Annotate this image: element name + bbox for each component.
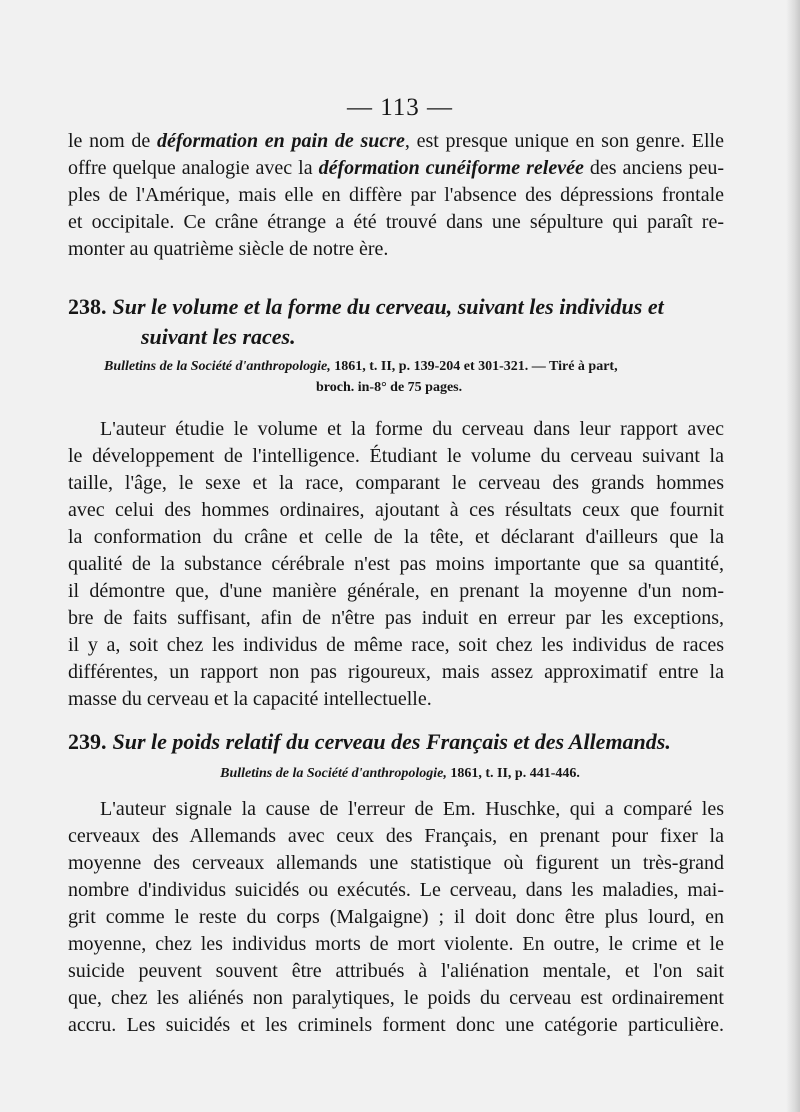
intro-paragraph — [68, 128, 724, 263]
text-line: masse du cerveau et la capacité intellectuelle. — [68, 688, 432, 710]
text-line: offre quelque analogie avec la déformation cunéiforme relevée des anciens peu- — [68, 157, 724, 179]
section-title-continued: suivant les races. — [141, 324, 296, 349]
text-line: avec celui des hommes ordinaires, ajoutant à ces résultats ceux que fournit — [68, 499, 724, 521]
text-line: L'auteur étudie le volume et la forme du cerveau dans leur rapport avec — [100, 418, 724, 440]
section-238-heading — [68, 292, 728, 352]
text-line: monter au quatrième siècle de notre ère. — [68, 238, 389, 260]
section-238-reference: Bulletins de la Société d'anthropologie, 1861, t. II, p. 139-204 et 301-321. — Tiré à part, — [104, 359, 618, 374]
text-line: ples de l'Amérique, mais elle en diffère par l'absence des dépressions frontale — [68, 184, 724, 206]
section-239-reference: Bulletins de la Société d'anthropologie, 1861, t. II, p. 441-446. — [220, 766, 580, 781]
text-line: le nom de déformation en pain de sucre, est presque unique en son genre. Elle — [68, 130, 724, 152]
text-line: bre de faits suffisant, afin de n'être pas induit en erreur par les exceptions, — [68, 607, 724, 629]
text-line: accru. Les suicidés et les criminels forment donc une catégorie particulière. — [68, 1014, 724, 1036]
page-number: — 113 — — [346, 94, 454, 121]
section-title: Sur le volume et la forme du cerveau, suivant les individus et — [112, 294, 664, 319]
text-line: différentes, un rapport non pas rigoureux, mais assez approximatif entre la — [68, 661, 724, 683]
text-line: que, chez les aliénés non paralytiques, le poids du cerveau est ordinairement — [68, 987, 724, 1009]
text-line: grit comme le reste du corps (Malgaigne) ; il doit donc être plus lourd, en — [68, 906, 724, 928]
page-edge-shadow — [786, 0, 800, 1112]
text-line: taille, l'âge, le sexe et la race, comparant le cerveau des grands hommes — [68, 472, 724, 494]
section-239-body — [68, 796, 724, 1039]
text-line: la conformation du crâne et celle de la tête, et déclarant d'ailleurs que la — [68, 526, 724, 548]
text-line: le développement de l'intelligence. Étudiant le volume du cerveau suivant la — [68, 445, 724, 467]
text-line: moyenne des cerveaux allemands une statistique où figurent un très-grand — [68, 852, 724, 874]
text-line: suicide peuvent souvent être attribués à l'aliénation mentale, et l'on sait — [68, 960, 724, 982]
section-number: 239. — [68, 729, 107, 754]
section-number: 238. — [68, 294, 107, 319]
text-line: cerveaux des Allemands avec ceux des Français, en prenant pour fixer la — [68, 825, 724, 847]
text-line: et occipitale. Ce crâne étrange a été trouvé dans une sépulture qui paraît re- — [68, 211, 724, 233]
text-line: il démontre que, d'une manière générale, en prenant la moyenne d'un nom- — [68, 580, 724, 602]
section-title: Sur le poids relatif du cerveau des Français et des Allemands. — [112, 729, 671, 754]
text-line: moyenne, chez les individus morts de mort violente. En outre, le crime et le — [68, 933, 724, 955]
text-line: il y a, soit chez les individus de même race, soit chez les individus de races — [68, 634, 724, 656]
text-line: L'auteur signale la cause de l'erreur de Em. Huschke, qui a comparé les — [100, 798, 724, 820]
section-238-body — [68, 416, 724, 713]
section-238-reference-cont: broch. in-8° de 75 pages. — [316, 380, 463, 395]
section-239-heading — [68, 727, 728, 757]
text-line: qualité de la substance cérébrale n'est pas moins importante que sa quantité, — [68, 553, 724, 575]
text-line: nombre d'individus suicidés ou exécutés. Le cerveau, dans les maladies, mai- — [68, 879, 724, 901]
